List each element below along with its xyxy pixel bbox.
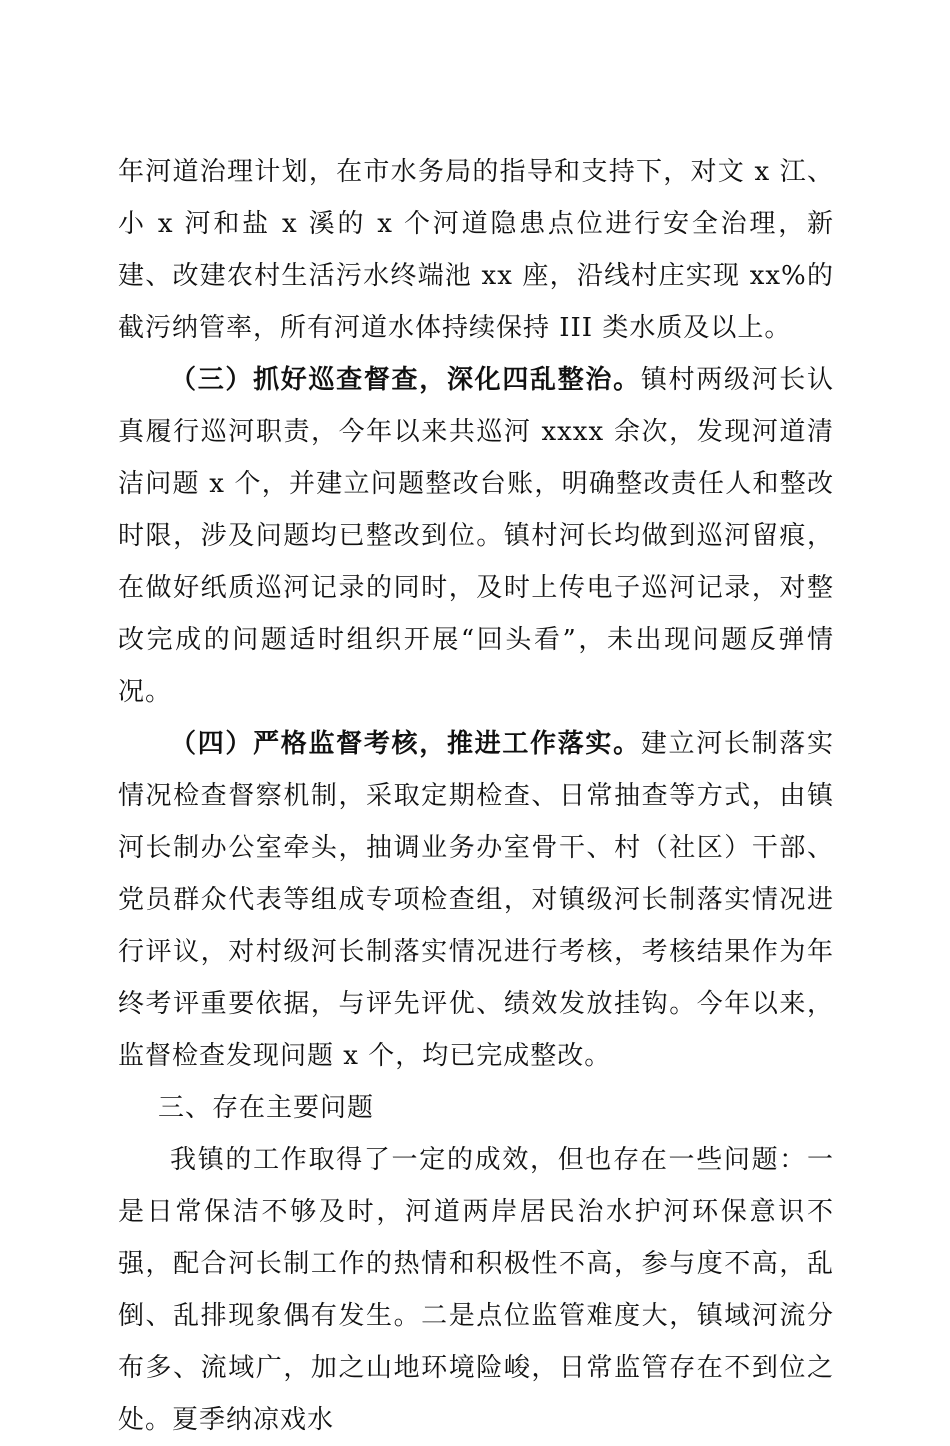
paragraph-river-treatment-plan xyxy=(118,146,834,354)
paragraph-patrol-inspection xyxy=(118,354,834,718)
paragraph-text: 镇村两级河长认真履行巡河职责，今年以来共巡河 xxxx 余次，发现河道清洁问题 x 个，并建立问题整改台账，明确整改责任人和整改时限，涉及问题均已整改到位。镇村河长均做到巡河留痕，在做好纸质巡河记录的同时，及时上传电子巡河记录，对整改完成的问题适时组织开展“回头看”，未出现问题反弹情况。 xyxy=(118,365,834,707)
section-lead-4: （四）严格监督考核，推进工作落实。 xyxy=(170,729,641,759)
document-body xyxy=(118,146,834,1446)
paragraph-supervision-assessment xyxy=(118,718,834,1082)
paragraph-main-problems xyxy=(118,1134,834,1446)
paragraph-text: 年河道治理计划，在市水务局的指导和支持下，对文 x 江、小 x 河和盐 x 溪的 x 个河道隐患点位进行安全治理，新建、改建农村生活污水终端池 xx 座，沿线村庄实现 xx%的截污纳管率，所有河道水体持续保持 III 类水质及以上。 xyxy=(118,157,834,343)
paragraph-text: 我镇的工作取得了一定的成效，但也存在一些问题：一是日常保洁不够及时，河道两岸居民治水护河环保意识不强，配合河长制工作的热情和积极性不高，参与度不高，乱倒、乱排现象偶有发生。二是点位监管难度大，镇域河流分布多、流域广，加之山地环境险峻，日常监管存在不到位之处。夏季纳凉戏水 xyxy=(118,1145,834,1435)
paragraph-text: 建立河长制落实情况检查督察机制，采取定期检查、日常抽查等方式，由镇河长制办公室牵头，抽调业务办室骨干、村（社区）干部、党员群众代表等组成专项检查组，对镇级河长制落实情况进行评议，对村级河长制落实情况进行考核，考核结果作为年终考评重要依据，与评先评优、绩效发放挂钩。今年以来，监督检查发现问题 x 个，均已完成整改。 xyxy=(118,729,834,1071)
section-lead-3: （三）抓好巡查督查，深化四乱整治。 xyxy=(170,365,641,395)
section-heading-main-problems: 三、存在主要问题 xyxy=(158,1093,375,1123)
